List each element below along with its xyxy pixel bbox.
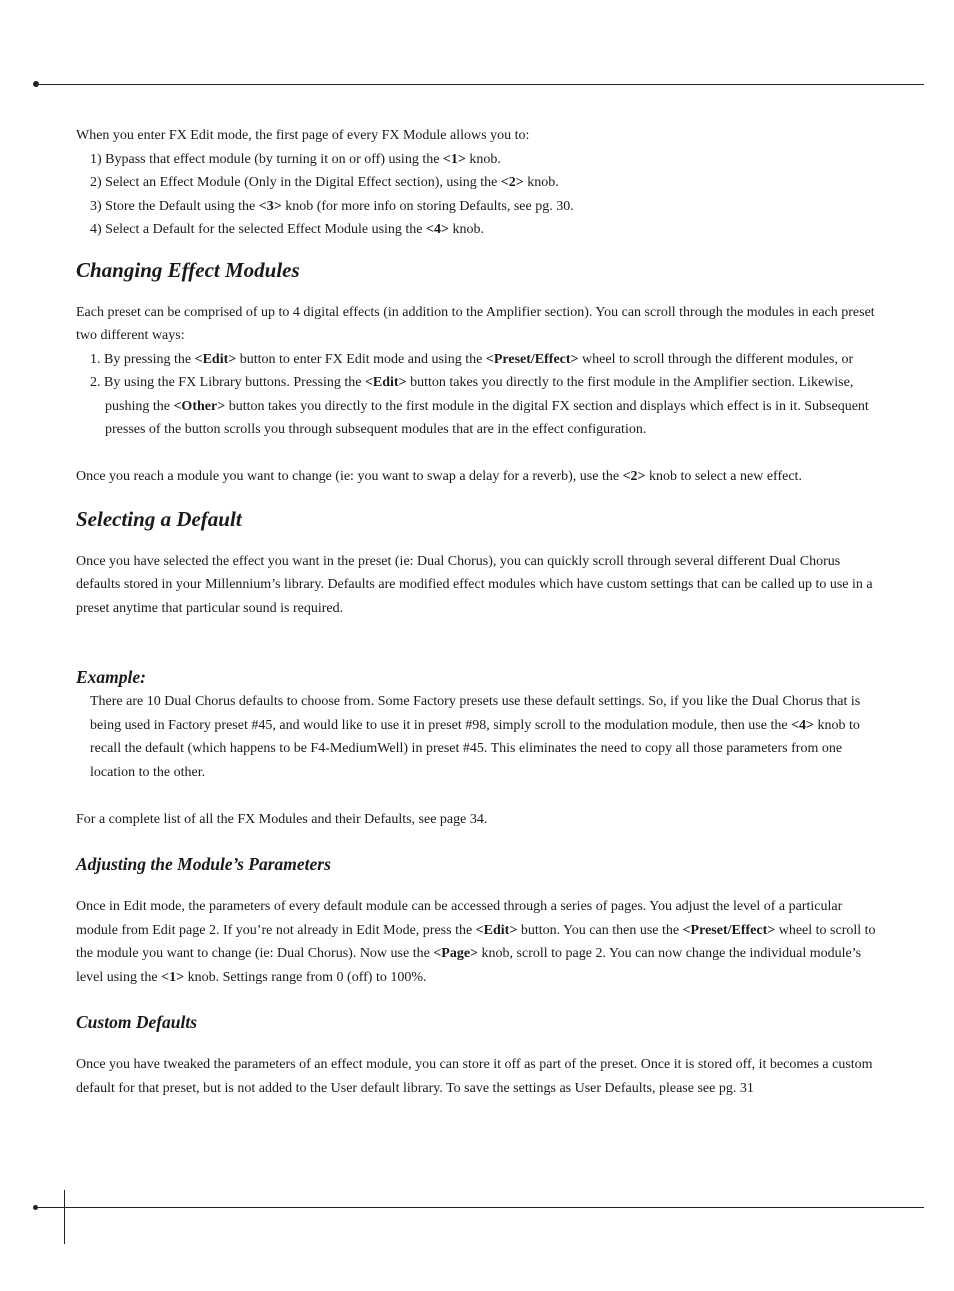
heading-changing-effect-modules: Changing Effect Modules <box>76 257 300 282</box>
bottom-rule <box>36 1207 924 1208</box>
intro-item-3: 3) Store the Default using the <3> knob (for more info on storing Defaults, see pg. 30. <box>90 198 574 214</box>
changing-para: Each preset can be comprised of up to 4 digital effects (in addition to the Amplifier section). You can scroll through the modules in each preset two different ways: <box>76 304 875 343</box>
intro-item-4: 4) Select a Default for the selected Effect Module using the <4> knob. <box>90 222 484 237</box>
custom-para: Once you have tweaked the parameters of an effect module, you can store it off as part of the preset. Once it is stored off, it becomes a custom default for that preset, but is not added to the User default library. To save the settings as User Defaults, please see pg. 31 <box>76 1057 873 1096</box>
heading-selecting-a-default: Selecting a Default <box>76 506 242 531</box>
changing-item-1: 1. By pressing the <Edit> button to enter FX Edit mode and using the <Preset/Effect> wheel to scroll through the different modules, or <box>90 351 854 367</box>
intro-item-2: 2) Select an Effect Module (Only in the Digital Effect section), using the <2> knob. <box>90 175 559 190</box>
changing-list <box>76 348 876 442</box>
top-rule <box>36 84 924 85</box>
adjusting-para: Once in Edit mode, the parameters of every default module can be accessed through a series of pages. You adjust the level of a particular module from Edit page 2. If you’re not already in Edit Mode, press the <Edit> button. You can then use the <Preset/Effect> wheel to scroll to the module you want to change (ie: Dual Chorus). Now use the <Page> knob, scroll to page 2. You can now change the individual module’s level using the <1> knob. Settings range from 0 (off) to 100%. <box>76 899 876 985</box>
heading-adjusting-parameters: Adjusting the Module’s Parameters <box>76 854 331 874</box>
example-para: There are 10 Dual Chorus defaults to choose from. Some Factory presets use these default settings. So, if you like the Dual Chorus that is being used in Factory preset #45, and would like to use it in preset #98, simply scroll to the modulation module, then use the <4> knob to recall the default (which happens to be F4-MediumWell) in preset #45. This eliminates the need to copy all those parameters from one location to the other. <box>90 694 861 780</box>
heading-custom-defaults: Custom Defaults <box>76 1012 198 1032</box>
selecting-para: Once you have selected the effect you want in the preset (ie: Dual Chorus), you can quickly scroll through several different Dual Chorus defaults stored in your Millennium’s library. Defaults are modified effect modules which have custom settings that can be called up to use in a preset anytime that particular sound is required. <box>76 553 873 616</box>
example-closing: For a complete list of all the FX Modules and their Defaults, see page 34. <box>76 811 488 827</box>
bottom-vertical-rule <box>64 1190 65 1244</box>
changing-item-2: 2. By using the FX Library buttons. Pressing the <Edit> button takes you directly to the first module in the Amplifier section. Likewise, pushing the <Other> button takes you directly to the first module in the digital FX section and displays which effect is in it. Subsequent presses of the button scrolls you through subsequent modules that are in the effect configuration. <box>90 375 869 437</box>
intro-list <box>76 148 876 242</box>
intro-lead: When you enter FX Edit mode, the first page of every FX Module allows you to: <box>76 128 530 143</box>
heading-example: Example: <box>76 667 146 687</box>
page-content <box>76 124 876 1100</box>
intro-item-1: 1) Bypass that effect module (by turning it on or off) using the <1> knob. <box>90 151 501 167</box>
changing-closing: Once you reach a module you want to change (ie: you want to swap a delay for a reverb), use the <2> knob to select a new effect. <box>76 469 802 484</box>
